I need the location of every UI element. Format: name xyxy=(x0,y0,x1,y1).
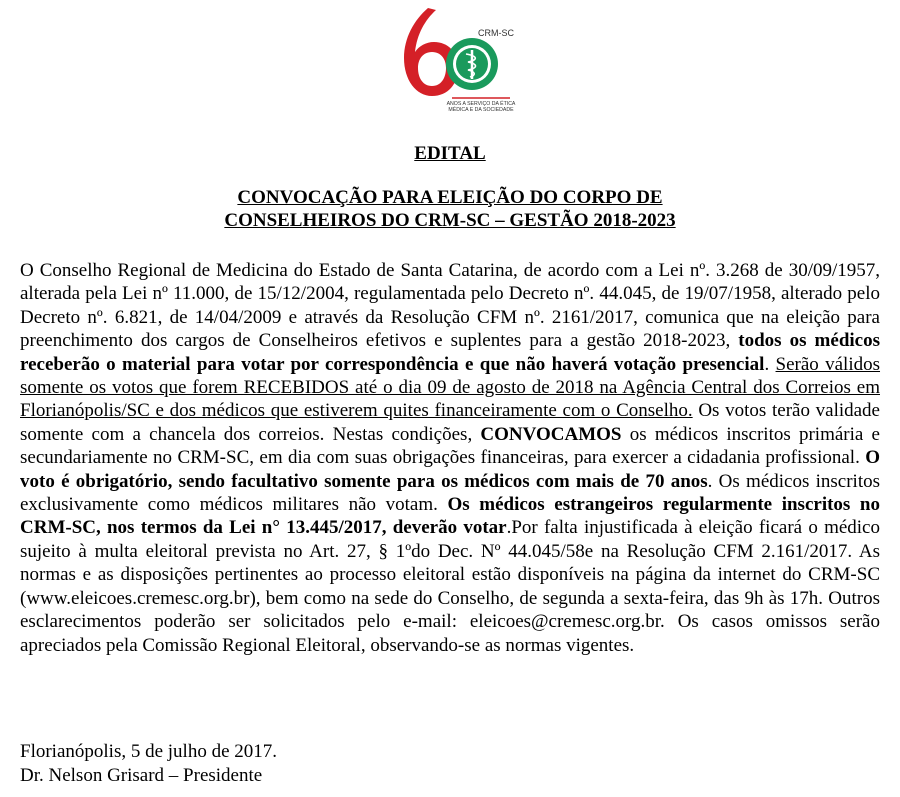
logo-org-text: CRM-SC xyxy=(478,28,514,38)
signature-block xyxy=(20,740,277,788)
body-text-segment: . xyxy=(764,353,776,375)
notice-body xyxy=(20,259,880,657)
body-text-segment: os médicos inscritos primária e secundariamente no CRM-SC, em dia com suas obrigações financeiras, para exercer a cidadania profissional. xyxy=(20,423,880,469)
body-text-segment: Os votos terão validade somente com a chancela dos correios. Nestas condições, xyxy=(20,400,880,445)
body-bold-segment: todos os médicos receberão o material para votar por correspondência e que não haverá votação presencial xyxy=(20,330,880,375)
document-subheading-line-1: CONVOCAÇÃO PARA ELEIÇÃO DO CORPO DE xyxy=(237,187,663,208)
body-underlined-segment: Serão válidos somente os votos que forem RECEBIDOS até o dia 09 de agosto de 2018 na Agência Central dos Correios em Florianópolis/SC e dos médicos que estiverem quites financeiramente com o Conselho. xyxy=(20,353,881,422)
document-subheading-line-2: CONSELHEIROS DO CRM-SC – GESTÃO 2018-2023 xyxy=(224,210,676,231)
crm-sc-60-anos-logo xyxy=(392,2,516,114)
body-text-segment: .Por falta injustificada à eleição ficará o médico sujeito à multa eleitoral prevista no Art. 27, § 1ºdo Dec. Nº 44.045/58e na Resolução CFM 2.161/2017. As normas e as disposições pertinentes ao processo eleitoral estão disponíveis na página da internet do CRM-SC (www.eleicoes.cremesc.org.br), bem como na sede do Conselho, de segunda a sexta-feira, das 9h às 17h. Outros esclarecimentos poderão ser solicitados pelo e-mail: eleicoes@cremesc.org.br. Os casos omissos serão apreciados pela Comissão Regional Eleitoral, observando-se as normas vigentes. xyxy=(20,517,880,656)
body-text-segment: . Os médicos inscritos exclusivamente como médicos militares não votam. xyxy=(20,470,881,516)
signer-name: Dr. Nelson Grisard – Presidente xyxy=(20,765,263,786)
body-bold-segment: CONVOCAMOS xyxy=(480,423,622,445)
body-bold-segment: O voto é obrigatório, sendo facultativo somente para os médicos com mais de 70 anos xyxy=(20,447,880,492)
body-text-segment: O Conselho Regional de Medicina do Estado de Santa Catarina, de acordo com a Lei nº. 3.268 de 30/09/1957, alterada pela Lei nº 11.000, de 15/12/2004, regulamentada pelo Decreto nº. 44.045, de 19/07/1958, alterado pelo Decreto nº. 6.821, de 14/04/2009 e através da Resolução CFM nº. 2161/2017, comunica que na eleição para preenchimento dos cargos de Conselheiros efetivos e suplentes para a gestão 2018-2023, xyxy=(20,260,880,352)
place-and-date: Florianópolis, 5 de julho de 2017. xyxy=(20,741,278,762)
body-bold-segment: Os médicos estrangeiros regularmente inscritos no CRM-SC, nos termos da Lei n° 13.445/2017, deverão votar xyxy=(20,494,880,539)
logo-graphic xyxy=(392,2,516,114)
logo-tagline-1: ANOS A SERVIÇO DA ÉTICA xyxy=(446,101,516,107)
document-heading: EDITAL xyxy=(414,143,486,164)
logo-tagline-2: MÉDICA E DA SOCIEDADE xyxy=(448,107,514,113)
